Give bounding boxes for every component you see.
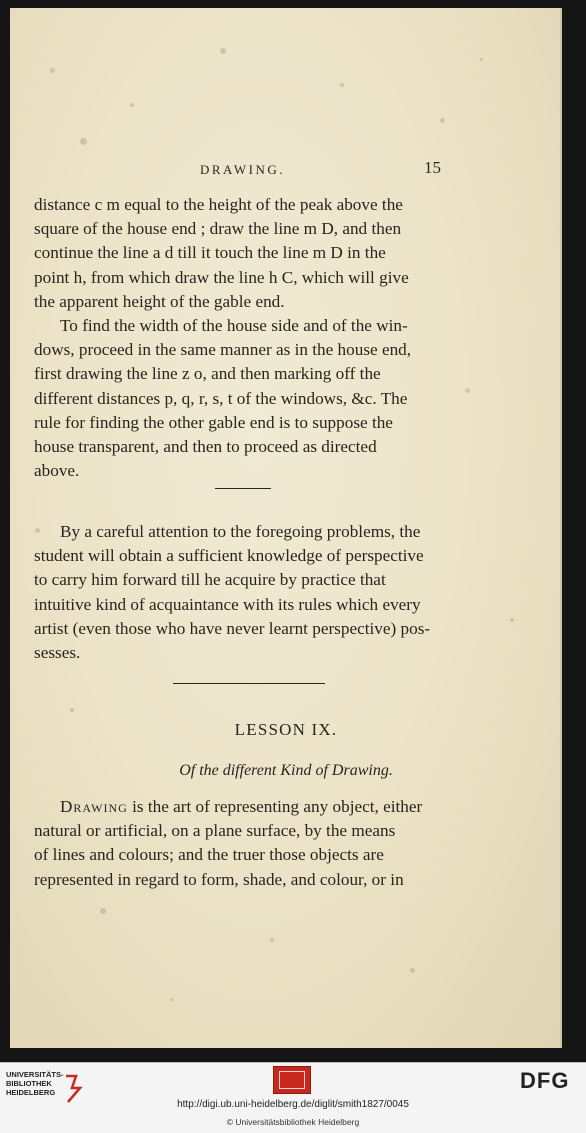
text-line [34,795,452,819]
text-line: different distances p, q, r, s, t of the windows, &c. The [34,388,408,408]
text-line: distance c m equal to the height of the peak above the [34,195,403,214]
text-line: point h, from which draw the line h C, which will give [34,267,409,287]
foxing-spot [70,708,74,712]
text-line: natural or artificial, on a plane surface, by the means [34,821,396,841]
paragraph-width [34,314,452,483]
text-line: house transparent, and then to proceed as directed [34,437,377,457]
text-line-rest: is the art of representing any object, either [127,797,423,816]
book-page [10,8,562,1048]
library-name-line: HEIDELBERG [6,1088,56,1097]
foxing-spot [510,618,514,622]
text-line: intuitive kind of acquaintance with its rules which every [34,594,421,614]
text-line: of lines and colours; and the truer those objects are [34,845,384,865]
foxing-spot [410,968,415,973]
text-line: dows, proceed in the same manner as in the house end, [34,340,412,360]
running-title: DRAWING. [200,162,286,177]
lesson-subtitle: Of the different Kind of Drawing. [179,762,393,779]
page-header [10,158,562,182]
dfg-logo[interactable]: DFG [520,1068,570,1093]
foxing-spot [80,138,87,145]
section-rule [215,488,271,489]
chapter-rule [173,683,325,684]
library-name-line: UNIVERSITÄTS- [6,1070,64,1079]
paragraph-continuation [34,193,452,314]
paragraph-drawing-definition [34,795,452,892]
foxing-spot [480,58,483,61]
paragraph-conclusion [34,520,452,665]
text-line: above. [34,461,80,481]
text-line: represented in regard to form, shade, and colour, or in [34,869,404,889]
foxing-spot [50,68,55,73]
foxing-spot [100,908,106,914]
text-line: first drawing the line z o, and then marking off the [34,364,381,384]
text-line: rule for finding the other gable end is to suppose the [34,412,393,432]
page-number: 15 [424,158,441,177]
foxing-spot [340,83,344,87]
foxing-spot [220,48,226,54]
viewer-footer [0,1062,586,1133]
text-line: the apparent height of the gable end. [34,291,285,311]
lesson-title: LESSON IX. [234,720,338,739]
text-line: to carry him forward till he acquire by practice that [34,570,386,590]
copyright-notice: © Universitätsbibliothek Heidelberg [226,1117,360,1127]
digital-collection-logo[interactable] [273,1066,311,1094]
digital-collection-logo-frame [279,1071,305,1089]
text-line: By a careful attention to the foregoing problems, the [60,522,421,541]
text-line: continue the line a d till it touch the line m D in the [34,243,386,263]
text-line: square of the house end ; draw the line m D, and then [34,219,402,239]
text-line: sesses. [34,643,81,663]
foxing-spot [170,998,173,1001]
text-line: To find the width of the house side and of the win- [60,316,408,335]
foxing-spot [130,103,134,107]
drop-word: Drawing [60,797,128,816]
permalink-url[interactable]: http://digi.ub.uni-heidelberg.de/diglit/smith1827/0045 [177,1099,409,1110]
text-line: artist (even those who have never learnt perspective) pos- [34,618,431,638]
foxing-spot [440,118,445,123]
text-line: student will obtain a sufficient knowledge of perspective [34,546,424,566]
foxing-spot [270,938,274,942]
foxing-spot [465,388,470,393]
footer-divider [0,1062,586,1063]
library-name-line: BIBLIOTHEK [6,1079,52,1088]
